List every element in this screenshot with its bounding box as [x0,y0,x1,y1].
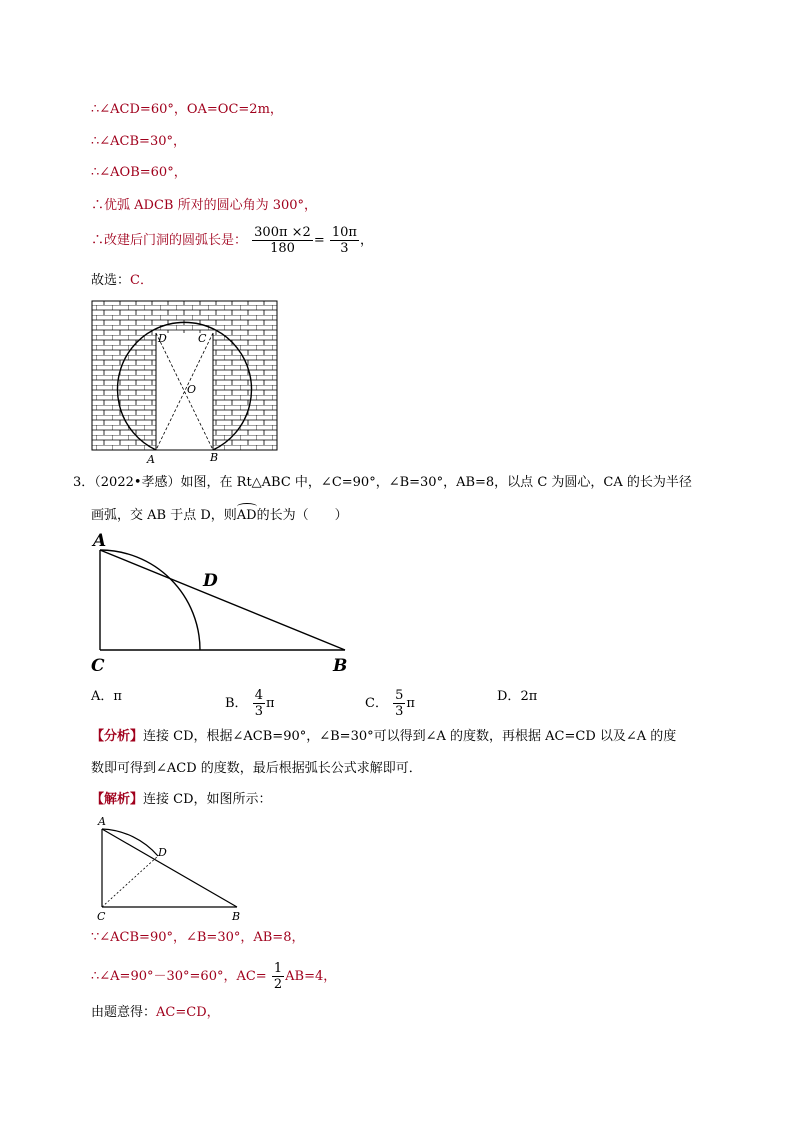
fraction-10pi: $\frac{10\pi}{3}$ [331,225,357,256]
label-d: D [158,846,167,859]
label-c: C [91,656,105,676]
solution-line-2: ∴∠ACB=30°， [91,134,186,149]
answer-value: C． [130,273,153,288]
label-d: D [203,571,218,591]
solution-line-3: ∴∠AOB=60°， [91,165,187,180]
question-3-line-2: 画弧，交 AB 于点 D，则AD的长为（ ） [91,508,348,523]
option-d[interactable]: D．2π [497,689,538,704]
question-3-line-1: 3．（2022•孝感）如图，在 Rt△ABC 中，∠C=90°，∠B=30°，AB=8，以点 C 为圆心，CA 的长为半径 [73,475,692,490]
label-c: C [198,332,207,345]
solution-line-5: ∴改建后门洞的圆弧长是： $\frac{300\pi \times 2}{180}$ = $\frac{10\pi}{3}$ ， [91,225,373,256]
figure-door-circle [80,295,295,465]
solution-tag: 【解析】 [91,792,144,807]
solution-line-4: ∴优弧 ADCB 所对的圆心角为 300°， [91,198,318,213]
solution-step-2: ∴∠A=90°－30°=60°，AC= $\frac{1}{2}$ AB=4， [91,961,337,992]
analysis-tag: 【分析】 [91,729,144,744]
option-a[interactable]: A．π [91,689,122,704]
analysis-line-1: 【分析】连接 CD，根据∠ACB=90°，∠B=30°可以得到∠A 的度数，再根据 AC=CD 以及∠A 的度 [91,729,677,744]
label-b: B [333,656,348,676]
solution-step-3: 由题意得：AC=CD， [91,1005,220,1020]
label-b: B [210,451,219,464]
option-b[interactable]: B． $\frac{4}{3}$ π [225,688,275,719]
arc-length-prefix: ∴改建后门洞的圆弧长是： [91,233,248,248]
solution-line-1: ∴∠ACD=60°，OA=OC=2m， [91,102,283,117]
figure-triangle-small [92,812,252,924]
solution-step-1: ∵∠ACB=90°，∠B=30°，AB=8， [91,930,305,945]
analysis-line-2: 数即可得到∠ACD 的度数，最后根据弧长公式求解即可． [91,761,422,776]
option-c[interactable]: C． $\frac{5}{3}$ π [365,688,415,719]
label-d: D [158,332,167,345]
figure-triangle-large [85,528,365,678]
label-o: O [187,383,197,396]
label-c: C [97,910,106,923]
fraction-300pi: $\frac{300\pi \times 2}{180}$ [254,225,311,256]
label-a: A [147,453,155,465]
label-b: B [232,910,241,923]
label-a: A [93,531,107,551]
answer-line: 故选：C． [91,273,153,288]
arc-ad: AD [236,508,257,523]
solution-intro: 【解析】连接 CD，如图所示： [91,792,272,807]
equals-sign: = [313,233,325,248]
label-a: A [98,815,106,828]
